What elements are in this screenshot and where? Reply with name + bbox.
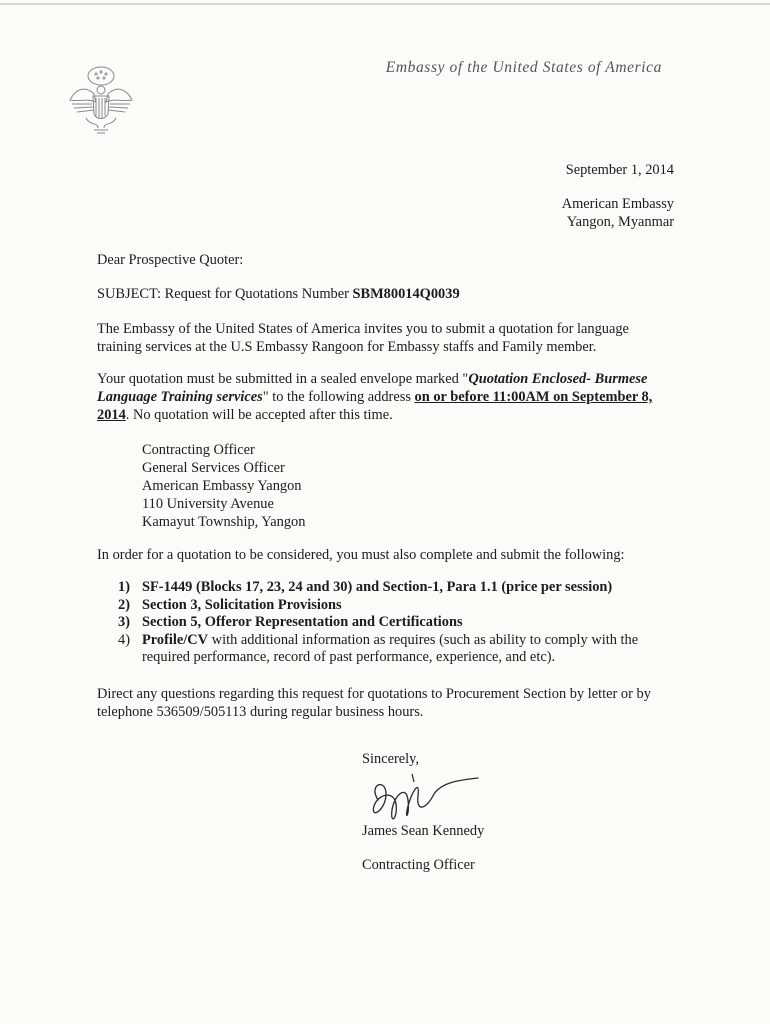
- intro-paragraph: The Embassy of the United States of America invites you to submit a quotation for language training services at the U.S Embassy Rangoon for Embassy staffs and Family member.: [97, 321, 629, 355]
- submission-text: . No quotation will be accepted after this time.: [125, 407, 393, 423]
- list-item-number: 4): [118, 631, 130, 648]
- list-item-bold: Section 5, Offeror Representation and Certifications: [142, 614, 463, 630]
- list-item-bold: SF-1449 (Blocks 17, 23, 24 and 30) and Section-1, Para 1.1 (price per session): [142, 579, 613, 595]
- subject-line: [97, 285, 677, 303]
- salutation: Dear Prospective Quoter:: [97, 252, 244, 268]
- list-item-number: 3): [118, 614, 130, 630]
- delivery-address: [142, 441, 305, 531]
- signature-icon: [356, 770, 486, 830]
- scan-border: [0, 3, 770, 5]
- list-item: [97, 597, 677, 615]
- list-item-bold: Profile/CV: [142, 631, 209, 648]
- submission-text: " to the following address: [262, 389, 415, 405]
- great-seal-icon: [68, 62, 134, 136]
- sender-address: [460, 195, 674, 231]
- list-item: [97, 579, 677, 597]
- list-item: [97, 632, 677, 667]
- sender-address-line: Yangon, Myanmar: [566, 214, 674, 230]
- delivery-address-line: American Embassy Yangon: [142, 478, 302, 494]
- submission-text: Your quotation must be submitted in a sealed envelope marked ": [97, 371, 469, 387]
- delivery-address-line: Kamayut Township, Yangon: [142, 514, 306, 530]
- delivery-address-line: General Services Officer: [142, 460, 285, 476]
- submission-deadline: on or before 11:00AM on September 8, 2014: [97, 389, 653, 423]
- letter-date: September 1, 2014: [565, 162, 674, 178]
- requirements-list: [97, 579, 677, 667]
- list-item-bold: Section 3, Solicitation Provisions: [142, 596, 342, 613]
- subject-prefix: SUBJECT: Request for Quotations Number: [97, 286, 353, 302]
- requirements-intro: In order for a quotation to be considered, you must also complete and submit the following:: [97, 547, 625, 563]
- rfq-number: SBM80014Q0039: [352, 286, 460, 302]
- submission-paragraph: [97, 370, 677, 424]
- list-item: [97, 614, 677, 632]
- sender-address-line: American Embassy: [561, 196, 674, 212]
- signer-name: James Sean Kennedy: [362, 823, 485, 839]
- letterhead-title: Embassy of the United States of America: [385, 59, 662, 76]
- delivery-address-line: 110 University Avenue: [142, 496, 274, 512]
- signer-title: Contracting Officer: [362, 857, 475, 873]
- list-item-number: 2): [118, 596, 130, 613]
- envelope-marking: Quotation Enclosed- Burmese Language Training services: [97, 371, 648, 405]
- delivery-address-line: Contracting Officer: [142, 442, 255, 458]
- list-item-text: with additional information as requires (such as ability to comply with the required performance, record of past performance, experience, and etc).: [142, 631, 639, 665]
- list-item-number: 1): [118, 579, 130, 595]
- closing: Sincerely,: [362, 751, 420, 767]
- contact-paragraph: Direct any questions regarding this request for quotations to Procurement Section by letter or by telephone 536509/505113 during regular business hours.: [97, 686, 651, 720]
